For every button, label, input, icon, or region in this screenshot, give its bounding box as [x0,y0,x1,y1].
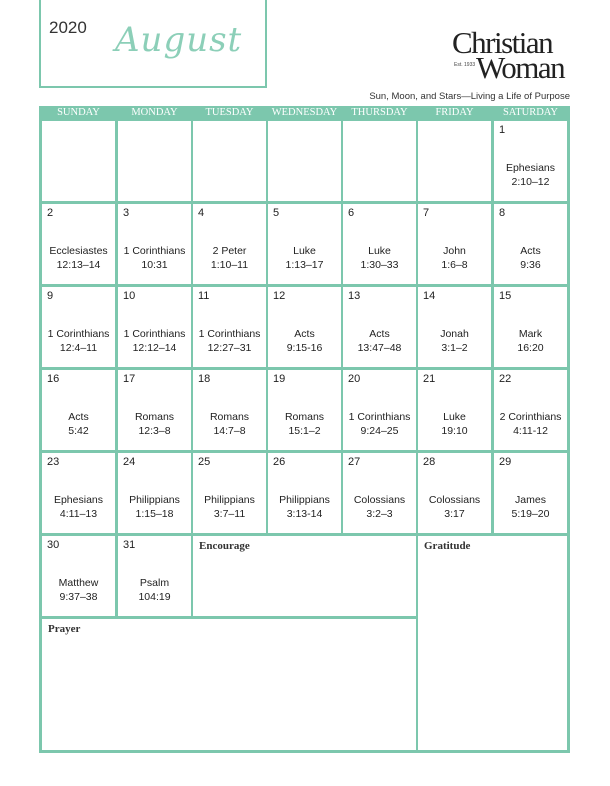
day-number: 15 [499,290,512,302]
day-cell-7 [418,204,491,284]
day-cell-2 [42,204,115,284]
scripture-verse: 1:6–8 [441,259,468,271]
scripture-reference [418,244,491,272]
scripture-reference [268,244,341,272]
scripture-reference [42,327,115,355]
scripture-verse: 5:19–20 [511,508,550,520]
day-cell-18 [193,370,266,450]
day-cell-22 [494,370,567,450]
prayer-label: Prayer [48,623,81,635]
scripture-verse: 12:12–14 [132,342,177,354]
day-number: 6 [348,207,355,219]
scripture-reference [118,576,191,604]
day-number: 29 [499,456,512,468]
day-number: 12 [273,290,286,302]
scripture-book: 1 Corinthians [47,328,110,340]
scripture-verse: 3:7–11 [213,508,246,520]
day-cell-20 [343,370,416,450]
scripture-verse: 4:11–13 [59,508,98,520]
scripture-book: Acts [520,245,541,257]
scripture-reference [268,327,341,355]
weekday-saturday: SATURDAY [502,107,559,118]
scripture-reference [343,493,416,521]
encourage-box [193,536,416,616]
day-cell-26 [268,453,341,533]
day-number: 14 [423,290,436,302]
calendar-subtitle: Sun, Moon, and Stars—Living a Life of Purpose [369,91,570,102]
day-number: 7 [423,207,430,219]
day-number: 24 [123,456,136,468]
scripture-book: Colossians [428,494,481,506]
day-number: 18 [198,373,211,385]
scripture-reference [42,493,115,521]
scripture-verse: 15:1–2 [288,425,321,437]
logo-est: Est. 1933 [454,62,476,68]
scripture-book: Romans [134,411,175,423]
scripture-book: 1 Corinthians [348,411,411,423]
scripture-verse: 3:13-14 [286,508,323,520]
scripture-book: Mark [518,328,543,340]
calendar-grid [39,106,570,753]
weekday-wednesday: WEDNESDAY [271,107,338,118]
day-number: 23 [47,456,60,468]
scripture-reference [494,244,567,272]
day-cell-13 [343,287,416,367]
day-number: 31 [123,539,136,551]
scripture-book: Luke [368,245,391,257]
day-cell-1 [494,121,567,201]
day-cell-8 [494,204,567,284]
scripture-book: James [515,494,546,506]
scripture-book: Jonah [440,328,469,340]
scripture-book: Acts [68,411,89,423]
weekday-monday: MONDAY [131,107,178,118]
scripture-book: Philippians [129,494,180,506]
day-cell-24 [118,453,191,533]
scripture-verse: 9:37–38 [59,591,98,603]
scripture-verse: 3:17 [444,508,465,520]
scripture-verse: 1:30–33 [360,259,399,271]
day-number: 10 [123,290,136,302]
day-cell-5 [268,204,341,284]
scripture-verse: 19:10 [441,425,468,437]
day-cell-11 [193,287,266,367]
day-cell-25 [193,453,266,533]
scripture-verse: 14:7–8 [213,425,246,437]
scripture-reference [193,327,266,355]
prayer-box [42,619,416,750]
weekday-sunday: SUNDAY [57,107,100,118]
day-number: 21 [423,373,436,385]
scripture-reference [118,244,191,272]
day-number: 1 [499,124,506,136]
scripture-book: Luke [443,411,466,423]
scripture-verse: 12:4–11 [59,342,98,354]
scripture-book: John [443,245,466,257]
scripture-reference [418,327,491,355]
scripture-book: Psalm [139,577,170,589]
scripture-verse: 5:42 [68,425,89,437]
day-cell-23 [42,453,115,533]
day-cell-15 [494,287,567,367]
weekday-tuesday: TUESDAY [205,107,254,118]
scripture-reference [268,493,341,521]
scripture-reference [343,244,416,272]
scripture-reference [42,410,115,438]
day-number: 27 [348,456,361,468]
day-cell-12 [268,287,341,367]
scripture-book: 1 Corinthians [123,328,186,340]
day-cell-16 [42,370,115,450]
day-cell-9 [42,287,115,367]
scripture-book: 1 Corinthians [123,245,186,257]
empty-day-cell [418,121,491,201]
scripture-reference [193,410,266,438]
day-cell-4 [193,204,266,284]
day-number: 25 [198,456,211,468]
scripture-reference [193,244,266,272]
scripture-verse: 12:13–14 [56,259,101,271]
day-number: 8 [499,207,506,219]
day-number: 11 [198,290,210,302]
day-number: 16 [47,373,60,385]
day-number: 19 [273,373,286,385]
scripture-book: Matthew [58,577,99,589]
scripture-book: Ephesians [53,494,104,506]
scripture-reference [494,327,567,355]
scripture-book: 2 Corinthians [499,411,562,423]
logo-line-1: Christian [452,25,553,60]
day-number: 3 [123,207,130,219]
scripture-verse: 4:11-12 [513,425,548,437]
scripture-book: Acts [369,328,390,340]
day-number: 30 [47,539,60,551]
scripture-book: Philippians [279,494,330,506]
scripture-verse: 12:3–8 [138,425,171,437]
scripture-book: Ecclesiastes [49,245,108,257]
scripture-verse: 12:27–31 [207,342,252,354]
scripture-verse: 16:20 [517,342,544,354]
empty-day-cell [268,121,341,201]
scripture-verse: 104:19 [138,591,171,603]
scripture-book: 1 Corinthians [198,328,261,340]
scripture-reference [494,493,567,521]
day-number: 13 [348,290,361,302]
scripture-reference [418,493,491,521]
scripture-book: Ephesians [505,162,556,174]
empty-day-cell [343,121,416,201]
christian-woman-logo [452,25,574,85]
day-cell-19 [268,370,341,450]
day-cell-29 [494,453,567,533]
scripture-book: Romans [284,411,325,423]
day-cell-17 [118,370,191,450]
scripture-book: Philippians [204,494,255,506]
gratitude-label: Gratitude [424,540,471,552]
scripture-verse: 9:24–25 [360,425,399,437]
day-cell-10 [118,287,191,367]
scripture-verse: 13:47–48 [357,342,402,354]
scripture-verse: 9:15-16 [286,342,323,354]
day-cell-14 [418,287,491,367]
scripture-reference [418,410,491,438]
scripture-reference [42,576,115,604]
empty-day-cell [118,121,191,201]
scripture-reference [494,410,567,438]
month-title: August [115,20,243,60]
scripture-verse: 1:15–18 [135,508,174,520]
year-label: 2020 [49,18,87,37]
scripture-book: Romans [209,411,250,423]
scripture-verse: 9:36 [520,259,541,271]
scripture-reference [343,410,416,438]
day-number: 26 [273,456,286,468]
scripture-verse: 1:10–11 [210,259,249,271]
weekday-header-row [39,106,570,119]
scripture-book: Colossians [353,494,406,506]
day-cell-6 [343,204,416,284]
scripture-reference [343,327,416,355]
day-number: 2 [47,207,54,219]
day-cell-3 [118,204,191,284]
scripture-verse: 2:10–12 [511,176,550,188]
scripture-reference [118,327,191,355]
encourage-label: Encourage [199,540,250,552]
scripture-book: Acts [294,328,315,340]
day-cell-30 [42,536,115,616]
scripture-reference [118,410,191,438]
day-number: 22 [499,373,512,385]
scripture-book: Luke [293,245,316,257]
day-number: 9 [47,290,54,302]
scripture-book: 2 Peter [212,245,247,257]
logo-line-2: Woman [476,50,565,85]
day-number: 20 [348,373,361,385]
scripture-reference [118,493,191,521]
day-cell-21 [418,370,491,450]
scripture-reference [268,410,341,438]
day-cell-27 [343,453,416,533]
scripture-verse: 10:31 [141,259,168,271]
scripture-verse: 1:13–17 [285,259,324,271]
weekday-thursday: THURSDAY [351,107,408,118]
day-number: 28 [423,456,436,468]
day-number: 4 [198,207,205,219]
scripture-verse: 3:1–2 [441,342,468,354]
day-cell-28 [418,453,491,533]
scripture-reference [494,161,567,189]
empty-day-cell [193,121,266,201]
scripture-verse: 3:2–3 [366,508,393,520]
day-number: 17 [123,373,136,385]
empty-day-cell [42,121,115,201]
scripture-reference [193,493,266,521]
month-header-box [39,0,267,88]
day-number: 5 [273,207,280,219]
weekday-friday: FRIDAY [435,107,474,118]
gratitude-box [418,536,567,750]
day-cell-31 [118,536,191,616]
scripture-reference [42,244,115,272]
